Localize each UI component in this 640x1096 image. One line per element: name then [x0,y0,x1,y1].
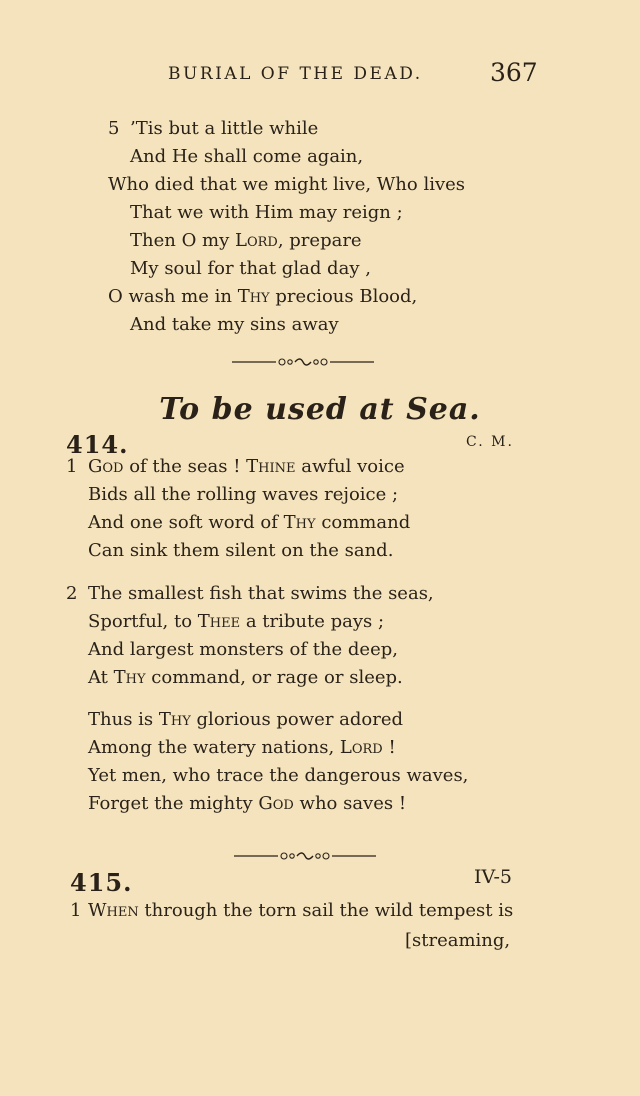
verse-text: of the seas ! [123,456,247,477]
small-caps-word: God [258,793,294,814]
verse-text: through the torn sail the wild tempest is [138,900,514,921]
verse-text: Thus is [88,709,159,730]
small-caps-word: Thy [283,512,316,533]
verse-line [88,795,406,813]
verse-line: And He shall come again, [130,146,364,167]
verse-line: Can sink them silent on the sand. [88,540,394,561]
verse-line: Bids all the rolling waves rejoice ; [88,484,399,505]
verse-line [88,902,513,920]
verse-text: awful voice [295,456,405,477]
verse-text: glorious power adored [190,709,404,730]
verse-line [88,514,410,532]
ornament-divider [232,355,374,369]
verse-text: , prepare [277,230,362,251]
small-caps-word: Lord [235,230,278,251]
verse-text: O wash me in [108,286,238,307]
verse-line: And take my sins away [130,314,339,335]
verse-text: Then O my [130,230,236,251]
ornament-divider [234,849,376,863]
verse-text: Forget the mighty [88,793,259,814]
verse-line [108,288,417,306]
stanza-number: 1 [70,900,82,921]
hymn-number: 414. [66,430,129,459]
verse-line: My soul for that glad day , [130,258,371,279]
verse-text: And one soft word of [88,512,284,533]
verse-text: Sportful, to [88,611,198,632]
verse-line: ’Tis but a little while [130,118,319,139]
hymn-meter: IV-5 [474,866,512,888]
verse-line [130,232,362,250]
small-caps-word: Thine [246,456,296,477]
verse-line [88,613,384,631]
stanza-number: 1 [66,456,78,477]
verse-line [88,669,403,687]
small-caps-word: God [88,456,124,477]
verse-text: Among the watery nations, [88,737,340,758]
verse-text: command [315,512,411,533]
verse-line: Who died that we might live, Who lives [108,174,466,195]
verse-line: And largest monsters of the deep, [88,639,398,660]
verse-text: At [88,667,114,688]
small-caps-word: Thee [197,611,241,632]
verse-line: [streaming, [405,930,511,951]
small-caps-word: Thy [237,286,270,307]
small-caps-word: Lord [339,737,383,758]
running-title: BURIAL OF THE DEAD. [168,64,423,84]
verse-text: who saves ! [293,793,407,814]
small-caps-word: Thy [113,667,146,688]
verse-text: precious Blood, [269,286,418,307]
verse-text: ! [382,737,396,758]
stanza-number: 5 [108,118,120,139]
verse-line: Yet men, who trace the dangerous waves, [88,765,469,786]
verse-line [88,711,403,729]
verse-text: a tribute pays ; [240,611,385,632]
section-title: To be used at Sea. [159,392,481,427]
hymn-meter: C. M. [466,434,514,450]
hymn-number: 415. [70,868,133,897]
stanza-number: 2 [66,583,78,604]
verse-line: The smallest fish that swims the seas, [88,583,434,604]
small-caps-word: Thy [158,709,191,730]
verse-line: That we with Him may reign ; [130,202,403,223]
verse-line [88,739,396,757]
page-number: 367 [490,58,538,87]
verse-line [88,458,405,476]
verse-text: command, or rage or sleep. [145,667,403,688]
small-caps-word: When [88,900,139,921]
